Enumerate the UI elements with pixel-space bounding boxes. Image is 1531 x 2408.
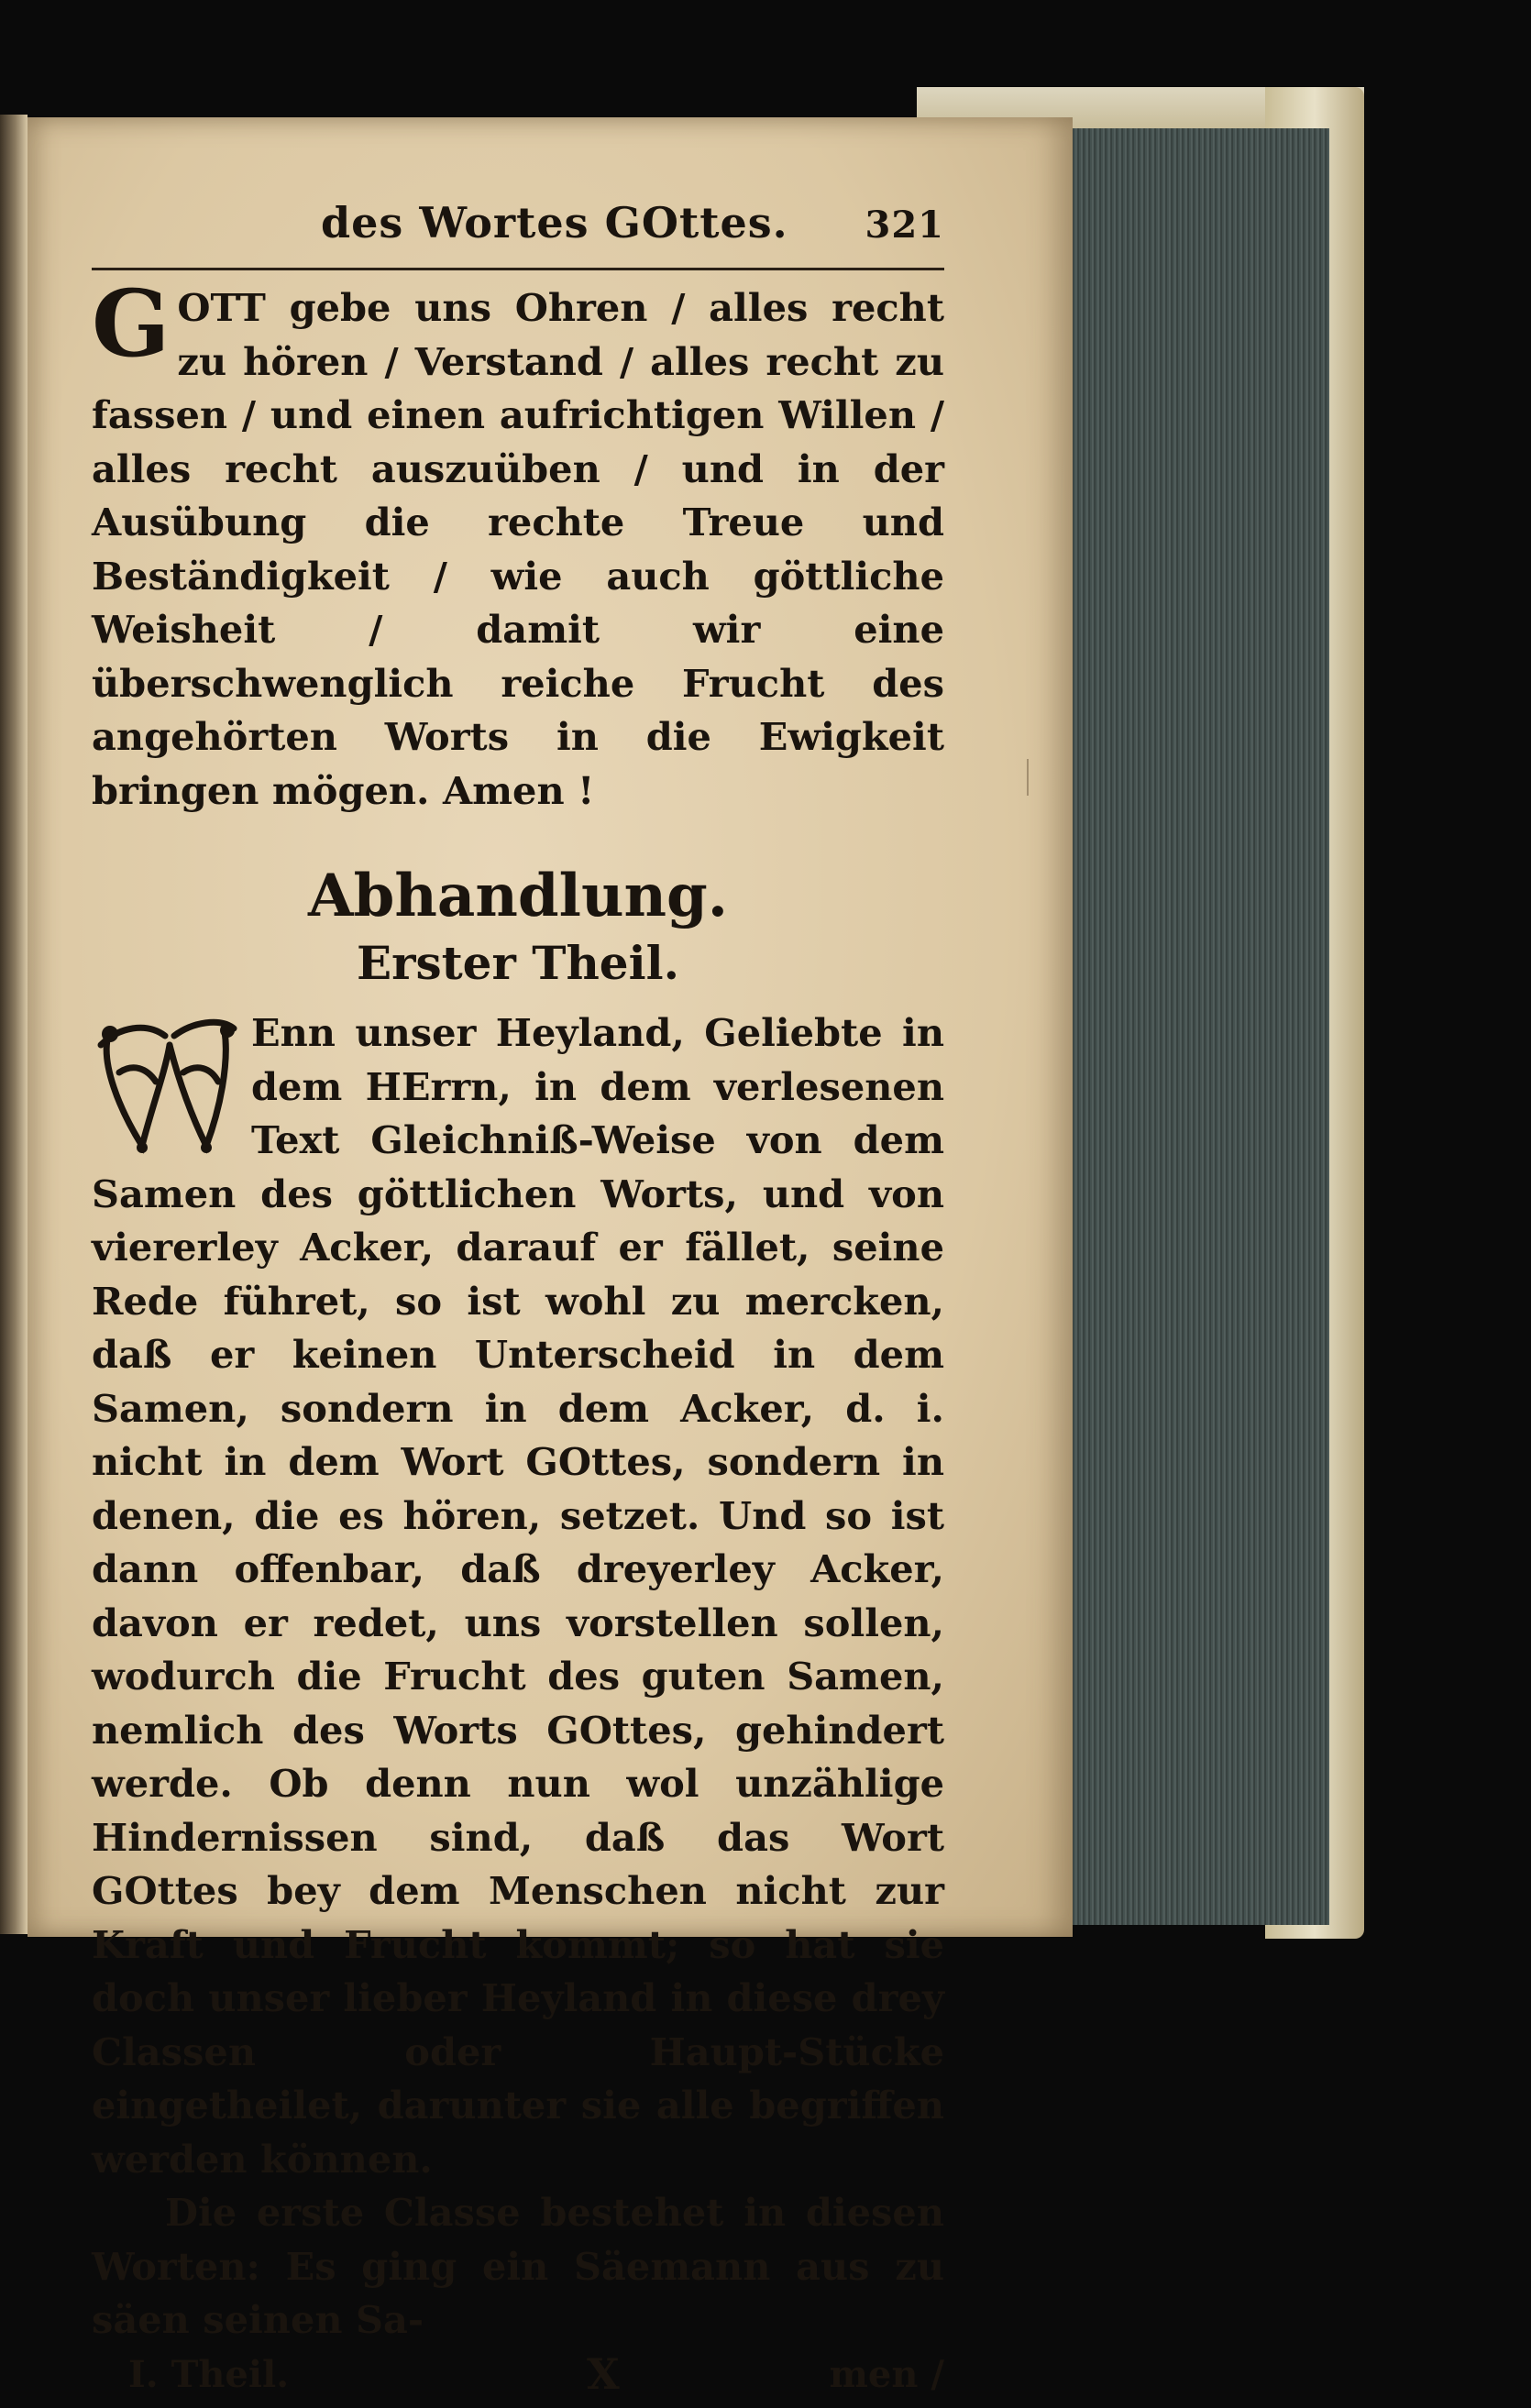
intro-initial: G <box>92 269 171 378</box>
intro-text: OTT gebe uns Ohren / alles recht zu hören / Verstand / alles recht zu fassen / und einen aufrichtigen Willen / alles recht auszuüben / und in der Ausübung die rechte Treue und Beständigkeit / wie auch göttliche Weisheit / damit wir eine überschwenglich reiche Frucht des angehörten Worts in die Ewigkeit bringen mögen. Amen ! <box>92 285 944 813</box>
running-head <box>92 198 944 262</box>
signature-label: I. Theil. <box>128 2352 290 2396</box>
section-heading: Abhandlung. <box>307 862 729 930</box>
running-title: des Wortes GOttes. <box>321 198 788 247</box>
second-paragraph <box>92 2186 944 2348</box>
margin-mark <box>1027 759 1029 796</box>
book-page <box>28 117 1073 2399</box>
text-block <box>92 198 944 2408</box>
decorated-initial <box>92 1008 238 1162</box>
page-block-edges <box>1050 128 1329 1925</box>
head-rule <box>92 268 944 270</box>
catchword: men / <box>829 2352 944 2396</box>
section-subheading: Erster Theil. <box>356 936 680 990</box>
signature-mark: X <box>587 2348 620 2399</box>
main-paragraph <box>92 1006 944 2186</box>
previous-page-edge <box>0 115 28 1934</box>
second-paragraph-quote: Es ging ein Säemann aus zu säen seinen Sa- <box>92 2243 944 2342</box>
main-text: Enn unser Heyland, Geliebte in dem HErrn, in dem verlesenen Text Gleichniß-Weise von dem Samen des göttlichen Worts, und von viererley Acker, darauf er fället, seine Rede führet, so ist wohl zu mercken, daß er keinen Unterscheid in dem Samen, sondern in dem Acker, d. i. nicht in dem Wort GOttes, sondern in denen, die es hören, setzet. Und so ist dann offenbar, daß dreyerley Acker, davon er redet, uns vorstellen sollen, wodurch die Frucht des guten Samen, nemlich des Worts GOttes, gehindert werde. Ob denn nun wol unzählige Hindernissen sind, daß das Wort GOttes bey dem Menschen nicht zur Kraft und Frucht kommt; so hat sie doch unser lieber Heyland in diese drey Classen oder Haupt-Stücke eingetheilet, darunter sie alle begriffen werden können. <box>92 1010 944 2182</box>
intro-prayer <box>92 269 944 818</box>
second-paragraph-lead: Die erste Classe bestehet in diesen Worten: <box>92 2190 944 2289</box>
page-footer <box>92 2348 944 2408</box>
page-number: 321 <box>865 203 944 247</box>
